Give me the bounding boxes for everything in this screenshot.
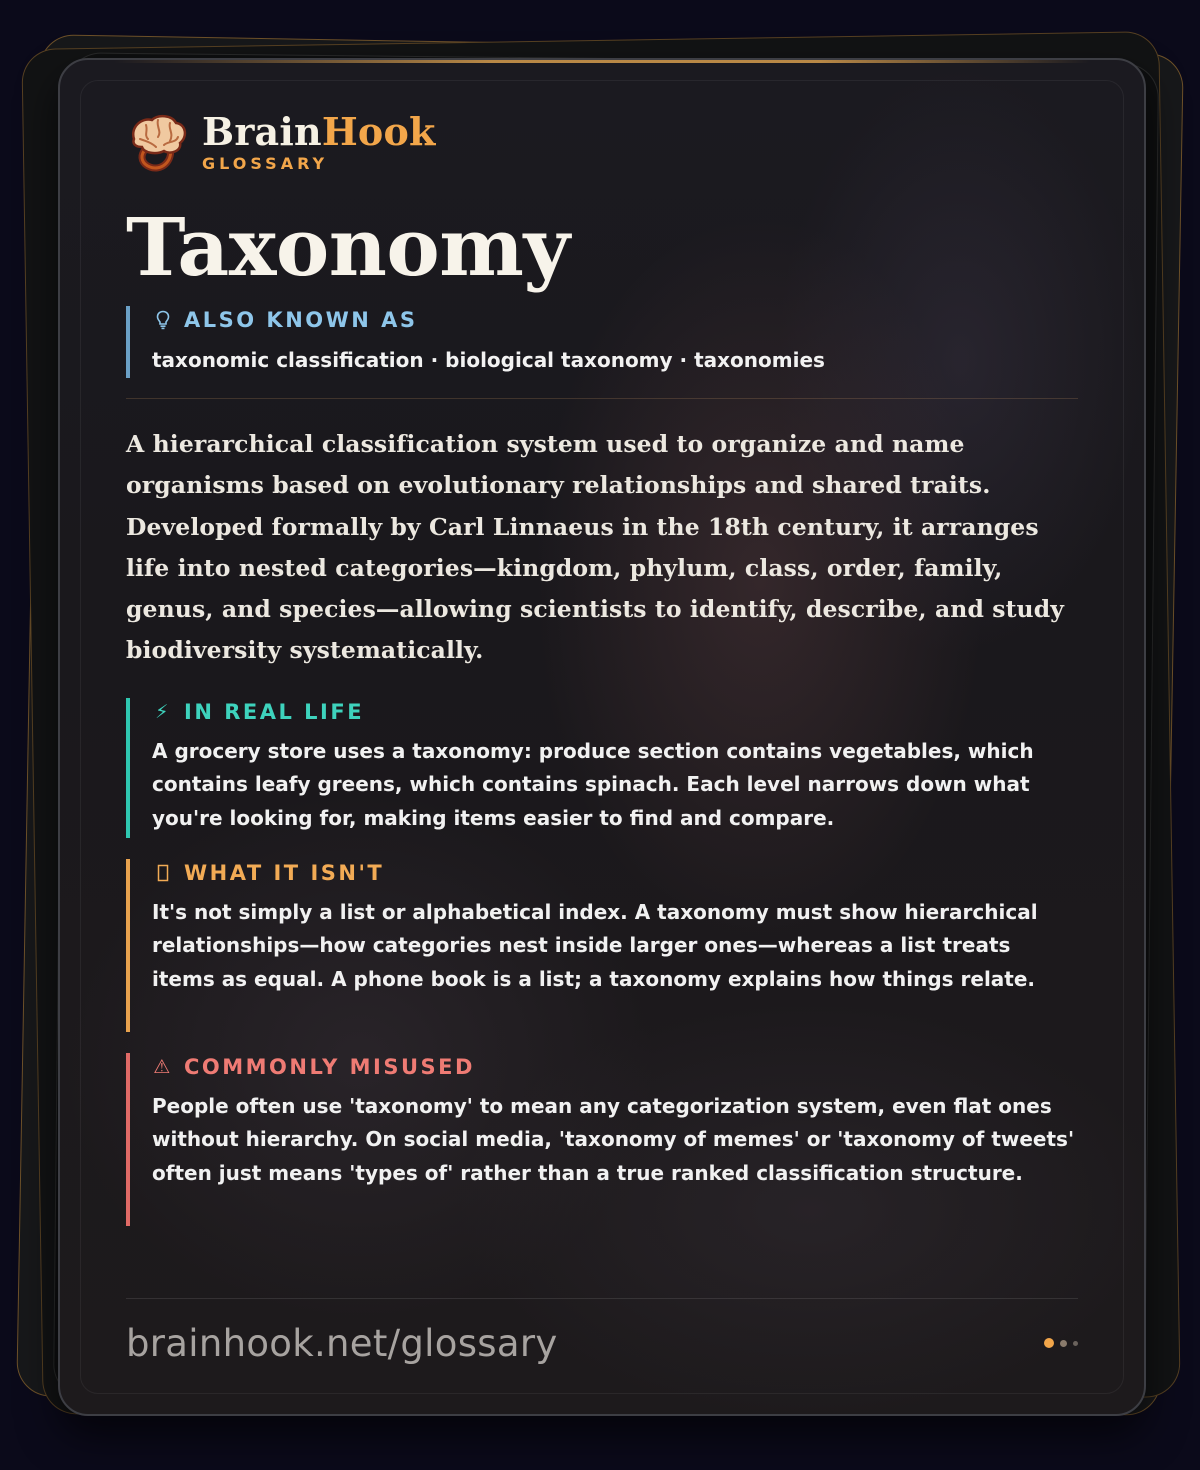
in-real-life-section (126, 698, 1078, 838)
in-real-life-text: A grocery store uses a taxonomy: produce section contains vegetables, which contains leafy greens, which contains spinach. Each level narrows down what you're looking for, making items easier to find and compare. (152, 738, 1034, 830)
brand-text (202, 108, 436, 173)
lightning-icon: ⚡ (155, 700, 171, 723)
card-footer (126, 1298, 1078, 1387)
brand-header (126, 104, 1078, 180)
in-real-life-label: IN REAL LIFE (184, 699, 365, 724)
also-known-as-section (126, 306, 1078, 378)
what-it-isnt-heading (152, 859, 1078, 887)
brand-name-accent: Hook (321, 108, 436, 154)
in-real-life-heading (152, 698, 1078, 726)
what-it-isnt-text: It's not simply a list or alphabetical index. A taxonomy must show hierarchical relationships—how categories nest inside larger ones—whereas a list treats items as equal. A phone book is a list; a taxonomy explains how things relate. (152, 899, 1038, 991)
footer-row (126, 1299, 1078, 1387)
missing-glyph-icon (152, 864, 174, 882)
pagination-dot (1060, 1340, 1067, 1347)
what-it-isnt-section (126, 859, 1078, 1032)
term-definition: A hierarchical classification system used to organize and name organisms based on evolutionary relationships and shared traits. Developed formally by Carl Linnaeus in the 18th century, it arranges life into nested categories—kingdom, phylum, class, order, family, genus, and species—allowing scientists to identify, describe, and study biodiversity systematically. (126, 430, 1065, 665)
commonly-misused-section (126, 1053, 1078, 1226)
card-content (126, 104, 1078, 1226)
pagination-dot (1073, 1341, 1078, 1346)
brain-hook-logo-icon (126, 111, 188, 173)
brand-name-primary: Brain (202, 108, 322, 154)
lightbulb-icon (152, 310, 174, 330)
also-known-as-list: taxonomic classification · biological taxonomy · taxonomies (152, 348, 825, 372)
also-known-as-heading (152, 306, 1078, 334)
also-known-as-label: ALSO KNOWN AS (184, 308, 418, 332)
card-accent-line (60, 60, 1144, 63)
section-divider (126, 398, 1078, 399)
warning-icon: ⚠ (153, 1055, 173, 1078)
commonly-misused-text: People often use 'taxonomy' to mean any categorization system, even flat ones without hierarchy. On social media, 'taxonomy of memes' or 'taxonomy of tweets' often just means 'types of' rather than a true ranked classification structure. (152, 1093, 1075, 1185)
commonly-misused-heading (152, 1053, 1078, 1081)
term-title: Taxonomy (126, 200, 570, 294)
pagination-dots-icon (1044, 1338, 1078, 1348)
footer-url[interactable]: brainhook.net/glossary (126, 1321, 558, 1365)
commonly-misused-label: COMMONLY MISUSED (184, 1054, 475, 1079)
glossary-card (58, 58, 1146, 1416)
what-it-isnt-label: WHAT IT ISN'T (184, 860, 385, 885)
brand-subtitle: GLOSSARY (202, 153, 329, 173)
brand-name (202, 108, 436, 154)
pagination-dot-active (1044, 1338, 1054, 1348)
